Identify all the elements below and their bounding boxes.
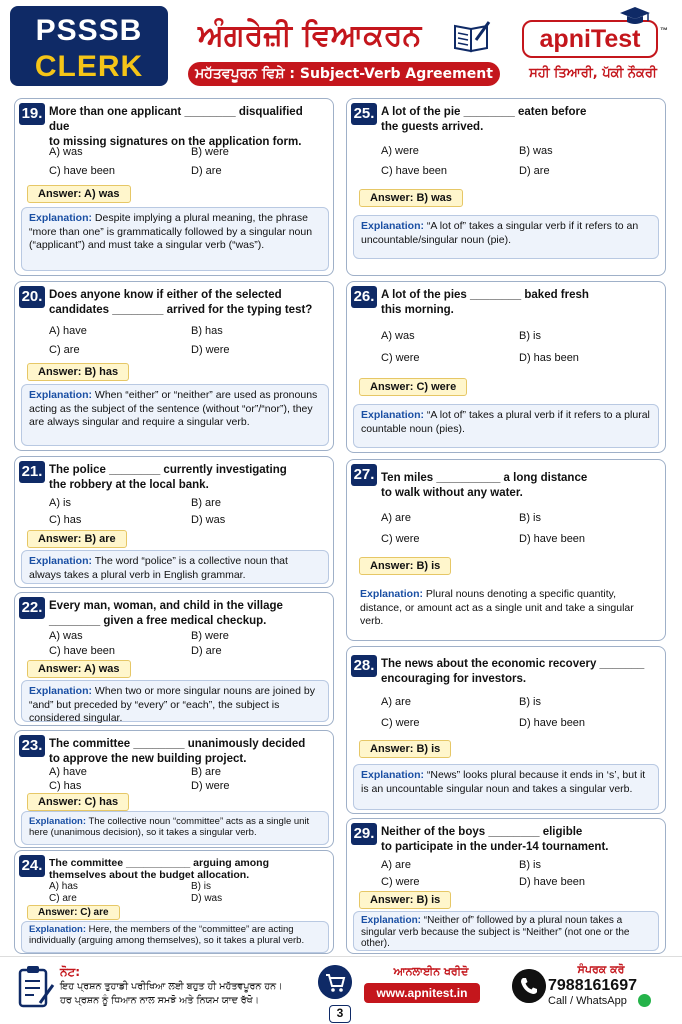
answer-badge: Answer: B) are [27,530,127,548]
option-b: B) are [191,497,221,509]
explanation-label: Explanation: [360,588,424,600]
option-b: B) has [191,325,223,337]
option-a: A) are [381,512,411,524]
note-line-2: ਹਰ ਪ੍ਰਸ਼ਨ ਨੂੰ ਧਿਆਨ ਨਾਲ ਸਮਝੋ ਅਤੇ ਨਿਯਮ ਯਾਦ ਰੱਖੋ। [60,995,260,1006]
option-c: C) were [381,717,420,729]
trademark-mark: ™ [660,26,668,35]
option-a: A) was [49,146,83,158]
explanation-text: “A lot of” takes a singular verb if it refers to an uncountable/singular noun (pie). [361,220,639,246]
explanation-text: “A lot of” takes a plural verb if it refers to a plural countable noun (pies). [361,409,650,435]
explanation-label: Explanation: [29,555,93,567]
explanation-label: Explanation: [29,212,93,224]
answer-badge: Answer: C) has [27,793,129,811]
explanation-label: Explanation: [29,389,93,401]
question-text: A lot of the pie ________ eaten before the guests arrived. [381,106,587,133]
graduation-cap-icon [618,6,652,26]
explanation-box [21,207,329,271]
call-whatsapp-label: Call / WhatsApp [548,995,627,1007]
logo-line-1: PSSSB [35,14,143,47]
explanation-text: Despite implying a plural meaning, the phrase “more than one” is grammatically followed by a singular noun (“applicant”) and must take a singular verb (“was”). [29,212,313,251]
explanation-box [353,911,659,951]
question-number: 22. [19,597,45,619]
question-number: 20. [19,286,45,308]
explanation-label: Explanation: [361,220,425,232]
question-text: More than one applicant ________ disqualified due to missing signatures on the application form. [49,106,303,148]
question-card [346,818,666,954]
option-b: B) was [519,145,553,157]
question-card [346,646,666,814]
question-text: Every man, woman, and child in the village ________ given a free medical checkup. [49,600,283,627]
explanation-text: The word “police” is a collective noun that always takes a plural verb in English grammar. [29,555,288,581]
phone-number[interactable]: 7988161697 [548,977,637,994]
option-a: A) has [49,881,78,892]
question-text: The police ________ currently investigating the robbery at the local bank. [49,464,287,491]
option-b: B) were [191,630,229,642]
contact-label: ਸੰਪਰਕ ਕਰੋ [577,963,625,976]
clipboard-icon [16,965,56,1009]
question-card [14,592,334,726]
answer-badge: Answer: B) has [27,363,129,381]
explanation-label: Explanation: [361,409,425,421]
buy-online-label: ਆਨਲਾਈਨ ਖਰੀਦੋ [393,965,469,978]
explanation-text: The collective noun “committee” acts as a single unit here (unanimous decision), so it takes a singular verb. [29,816,310,838]
question-card [14,730,334,848]
answer-badge: Answer: B) is [359,740,451,758]
option-c: C) has [49,780,82,792]
option-a: A) have [49,325,87,337]
question-text: Ten miles __________ a long distance to walk without any water. [381,472,588,499]
book-pen-icon [452,20,492,54]
option-c: C) are [49,344,80,356]
question-card [14,281,334,451]
explanation-box [21,384,329,446]
note-title: ਨੋਟ: [60,965,80,979]
explanation-text: Here, the members of the “committee” are acting individually (arguing among themselves), so it takes a plural verb. [29,924,305,946]
page-number: 3 [329,1005,351,1023]
explanation-box [353,764,659,810]
option-d: D) are [519,165,550,177]
question-number: 24. [19,855,45,877]
option-a: A) are [381,859,411,871]
option-d: D) has been [519,352,579,364]
option-c: C) have been [49,165,116,177]
question-number: 25. [351,103,377,125]
tagline: ਸਹੀ ਤਿਆਰੀ, ਪੱਕੀ ਨੌਕਰੀ [529,66,657,81]
question-card [346,98,666,276]
option-c: C) has [49,514,82,526]
answer-badge: Answer: C) are [27,905,120,920]
page-header [0,0,682,95]
explanation-label: Explanation: [29,816,87,827]
explanation-box [353,404,659,448]
explanation-text: When “either” or “neither” are used as pronouns acting as the subject of the sentence (without “or”/“nor”), they are always singular and require a singular verb. [29,389,318,428]
option-d: D) were [191,344,230,356]
question-text: Does anyone know if either of the selected candidates ________ arrived for the typing test? [49,289,313,316]
exam-logo [10,6,168,86]
explanation-label: Explanation: [361,915,422,926]
answer-badge: Answer: C) were [359,378,467,396]
option-c: C) have been [49,645,116,657]
question-card [14,850,334,954]
option-a: A) are [381,696,411,708]
option-c: C) were [381,533,420,545]
answer-badge: Answer: A) was [27,185,131,203]
explanation-box [21,680,329,722]
question-number: 23. [19,735,45,757]
option-a: A) were [381,145,419,157]
question-card [14,456,334,588]
option-c: C) have been [381,165,448,177]
option-b: B) were [191,146,229,158]
whatsapp-icon [638,994,651,1007]
explanation-label: Explanation: [361,769,425,781]
page-footer [0,956,682,1024]
question-text: The committee ___________ arguing among themselves about the budget allocation. [49,857,270,881]
explanation-box [353,584,659,636]
option-d: D) are [191,165,222,177]
answer-badge: Answer: B) is [359,891,451,909]
option-d: D) were [191,780,230,792]
option-b: B) is [519,696,541,708]
explanation-box [21,811,329,845]
option-c: C) are [49,893,77,904]
option-d: D) was [191,514,226,526]
option-a: A) was [381,330,415,342]
explanation-label: Explanation: [29,924,87,935]
shopping-cart-icon [318,965,352,999]
logo-line-2: CLERK [34,50,144,83]
option-b: B) are [191,766,221,778]
question-text: The news about the economic recovery _______ encouraging for investors. [381,658,645,685]
question-text: Neither of the boys ________ eligible to participate in the under-14 tournament. [381,826,609,853]
option-d: D) have been [519,876,586,888]
question-number: 21. [19,461,45,483]
question-number: 29. [351,823,377,845]
answer-badge: Answer: B) is [359,557,451,575]
question-text: The committee ________ unanimously decided to approve the new building project. [49,738,306,765]
question-card [346,459,666,641]
website-link[interactable]: www.apnitest.in [364,983,480,1003]
question-number: 28. [351,655,377,677]
question-card [14,98,334,276]
brand-name: apniTest [539,25,641,53]
option-a: A) was [49,630,83,642]
explanation-label: Explanation: [29,685,93,697]
option-a: A) have [49,766,87,778]
phone-icon [512,969,546,1003]
explanation-box [21,921,329,953]
page-title: ਅੰਗਰੇਜ਼ੀ ਵਿਆਕਰਨ [198,18,422,53]
question-text: A lot of the pies ________ baked fresh this morning. [381,289,589,316]
option-b: B) is [191,881,211,892]
explanation-text: When two or more singular nouns are joined by “and” but preceded by “every” or “each”, the subject is considered singular. [29,685,315,724]
option-c: C) were [381,352,420,364]
option-b: B) is [519,859,541,871]
answer-badge: Answer: A) was [27,660,131,678]
question-number: 19. [19,103,45,125]
explanation-text: “News” looks plural because it ends in ‘s’, but it is an uncountable singular noun and takes a singular verb. [361,769,646,795]
explanation-box [353,215,659,259]
option-a: A) is [49,497,71,509]
option-d: D) was [191,893,223,904]
topic-ribbon: ਮਹੱਤਵਪੂਰਨ ਵਿਸ਼ੇ : Subject-Verb Agreement [188,62,500,86]
option-d: D) are [191,645,222,657]
answer-badge: Answer: B) was [359,189,463,207]
explanation-text: Plural nouns denoting a specific quantity, distance, or amount act as a single unit and take a singular verb. [360,588,634,627]
question-card [346,281,666,453]
option-d: D) have been [519,533,586,545]
question-number: 26. [351,286,377,308]
option-b: B) is [519,512,541,524]
explanation-box [21,550,329,584]
explanation-text: “Neither of” followed by a plural noun takes a singular verb because the subject is “Neither” (not one or the other). [361,915,630,949]
option-c: C) were [381,876,420,888]
option-b: B) is [519,330,541,342]
note-line-1: ਇਹ ਪ੍ਰਸ਼ਨ ਤੁਹਾਡੀ ਪਰੀਖਿਆ ਲਈ ਬਹੁਤ ਹੀ ਮਹੱਤਵਪੂਰਨ ਹਨ। [60,981,283,992]
question-number: 27. [351,464,377,486]
option-d: D) have been [519,717,586,729]
